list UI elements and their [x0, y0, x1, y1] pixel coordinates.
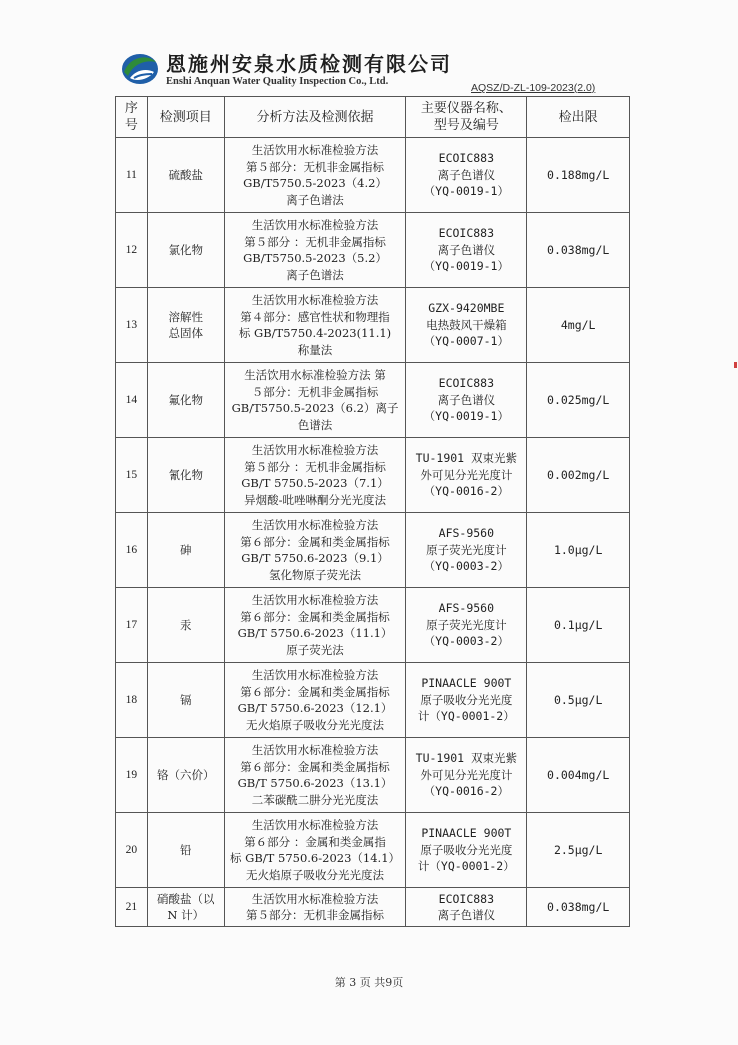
- cell-method: [224, 663, 406, 738]
- header-instrument: 主要仪器名称、 型号及编号: [406, 97, 527, 138]
- cell-instrument: [406, 513, 527, 588]
- instrument-line: （YQ-0003-2）: [423, 634, 509, 649]
- instrument-line: 原子吸收分光光度: [420, 692, 513, 707]
- cell-method: [224, 213, 406, 288]
- cell-no: 15: [116, 438, 148, 513]
- method-line: 无火焰原子吸收分光光度法: [246, 717, 385, 732]
- method-line: 异烟酸-吡唑啉酮分光光度法: [244, 492, 386, 507]
- instrument-line: 原子吸收分光光度: [420, 842, 513, 857]
- cell-no: 11: [116, 138, 148, 213]
- item-line: 氰化物: [168, 467, 204, 482]
- method-line: 第５部分 ：无机非金属指标: [244, 234, 386, 249]
- cell-item: [147, 513, 224, 588]
- page-number: 第 3 页 共9页: [334, 976, 404, 989]
- table-row: [116, 363, 630, 438]
- cell-limit: 0.002mg/L: [527, 438, 630, 513]
- cell-method: [224, 888, 406, 927]
- method-line: GB/T5750.5-2023（5.2）: [243, 251, 387, 265]
- instrument-line: （YQ-0016-2）: [423, 784, 509, 799]
- method-line: 生活饮用水标准检验方法: [251, 743, 379, 757]
- instrument-line: PINAACLE 900T: [421, 826, 512, 841]
- cell-method: [224, 288, 406, 363]
- cell-item: [147, 288, 224, 363]
- method-line: 标 GB/T5750.4-2023(11.1): [238, 326, 392, 340]
- method-line: 无火焰原子吸收分光光度法: [246, 867, 385, 882]
- table-header-row: [116, 97, 630, 138]
- instrument-line: 外可见分光光度计: [420, 467, 513, 482]
- cell-limit: 0.1μg/L: [527, 588, 630, 663]
- method-line: 第６部分：金属和类金属指标: [240, 534, 390, 549]
- method-line: 原子荧光法: [286, 642, 344, 657]
- method-line: 第５部分：无机非金属指标: [246, 908, 385, 922]
- cell-no: 17: [116, 588, 148, 663]
- cell-instrument: [406, 663, 527, 738]
- method-line: 生活饮用水标准检验方法: [251, 518, 379, 532]
- instrument-line: TU-1901 双束光紫: [415, 451, 518, 466]
- cell-limit: 0.038mg/L: [527, 888, 630, 927]
- cell-instrument: [406, 363, 527, 438]
- cell-limit: 0.025mg/L: [527, 363, 630, 438]
- table-row: [116, 588, 630, 663]
- item-line: 硝酸盐（以: [157, 891, 215, 906]
- method-line: 称量法: [297, 342, 333, 357]
- instrument-line: 离子色谱仪: [437, 167, 496, 182]
- header-item: 检测项目: [147, 97, 224, 138]
- header-limit: 检出限: [527, 97, 630, 138]
- cell-instrument: [406, 738, 527, 813]
- method-line: 二苯碳酰二肼分光光度法: [251, 792, 379, 807]
- instrument-line: 计（YQ-0001-2）: [417, 859, 515, 874]
- cell-limit: 4mg/L: [527, 288, 630, 363]
- table-row: [116, 738, 630, 813]
- cell-method: [224, 813, 406, 888]
- instrument-line: 离子色谱仪: [437, 908, 496, 922]
- instrument-line: AFS-9560: [438, 601, 495, 616]
- table-row: [116, 438, 630, 513]
- method-line: 第５部分 ：无机非金属指标: [244, 459, 386, 474]
- header-method: 分析方法及检测依据: [224, 97, 406, 138]
- cell-instrument: [406, 138, 527, 213]
- cell-instrument: [406, 288, 527, 363]
- table-row: [116, 813, 630, 888]
- instrument-line: （YQ-0007-1）: [423, 334, 509, 349]
- header-no: 序 号: [116, 97, 148, 138]
- company-name-cn: 恩施州安泉水质检测有限公司: [166, 52, 452, 76]
- instrument-line: AFS-9560: [438, 526, 495, 541]
- table-row: [116, 213, 630, 288]
- method-line: GB/T 5750.5-2023（7.1）: [241, 476, 389, 490]
- method-line: 离子色谱法: [286, 192, 344, 207]
- method-line: GB/T 5750.6-2023（13.1）: [237, 776, 393, 790]
- method-line: 生活饮用水标准检验方法: [251, 143, 379, 157]
- item-line: N 计）: [167, 908, 205, 922]
- table-row: [116, 138, 630, 213]
- method-line: 生活饮用水标准检验方法: [251, 443, 379, 457]
- method-line: 生活饮用水标准检验方法 第: [244, 368, 386, 382]
- item-line: 汞: [180, 617, 192, 632]
- method-line: 第５部分：无机非金属指标: [246, 159, 385, 174]
- cell-no: 21: [116, 888, 148, 927]
- cell-item: [147, 663, 224, 738]
- method-line: 氢化物原子荧光法: [269, 567, 362, 582]
- cell-no: 18: [116, 663, 148, 738]
- cell-no: 20: [116, 813, 148, 888]
- instrument-line: （YQ-0003-2）: [423, 559, 509, 574]
- instrument-line: 原子荧光光度计: [426, 617, 507, 632]
- instrument-line: 离子色谱仪: [437, 242, 496, 257]
- item-line: 砷: [180, 542, 192, 557]
- item-line: 硫酸盐: [168, 167, 204, 182]
- instrument-line: 原子荧光光度计: [426, 542, 507, 557]
- method-line: 生活饮用水标准检验方法: [251, 293, 379, 307]
- cell-instrument: [406, 438, 527, 513]
- cell-limit: 0.188mg/L: [527, 138, 630, 213]
- instrument-line: ECOIC883: [438, 891, 495, 906]
- cell-instrument: [406, 888, 527, 927]
- method-line: 第６部分：金属和类金属指标: [240, 609, 390, 624]
- method-line: 生活饮用水标准检验方法: [251, 593, 379, 607]
- method-line: 标 GB/T 5750.6-2023（14.1）: [230, 851, 401, 865]
- item-line: 铅: [180, 842, 192, 857]
- instrument-line: 电热鼓风干燥箱: [426, 317, 507, 332]
- cell-instrument: [406, 813, 527, 888]
- method-line: 第６部分：金属和类金属指标: [240, 684, 390, 699]
- cell-item: [147, 588, 224, 663]
- cell-method: [224, 363, 406, 438]
- method-line: GB/T 5750.6-2023（12.1）: [237, 701, 393, 715]
- instrument-line: 计（YQ-0001-2）: [417, 709, 515, 724]
- table-row: [116, 288, 630, 363]
- document-code: AQSZ/D-ZL-109-2023(2.0): [471, 82, 596, 94]
- cell-no: 12: [116, 213, 148, 288]
- method-line: 生活饮用水标准检验方法: [251, 218, 379, 232]
- instrument-line: GZX-9420MBE: [428, 301, 505, 316]
- table-row: [116, 513, 630, 588]
- edge-mark: [734, 362, 737, 368]
- cell-limit: 0.5μg/L: [527, 663, 630, 738]
- instrument-line: 外可见分光光度计: [420, 767, 513, 782]
- method-line: 离子色谱法: [286, 267, 344, 282]
- method-line: 生活饮用水标准检验方法: [251, 818, 379, 832]
- instrument-line: ECOIC883: [438, 376, 495, 391]
- method-line: ５部分：无机非金属指标: [251, 384, 379, 399]
- cell-method: [224, 588, 406, 663]
- company-logo-icon: [120, 50, 160, 86]
- cell-method: [224, 138, 406, 213]
- item-line: 铬（六价）: [157, 767, 215, 782]
- method-line: 色谱法: [297, 417, 333, 432]
- cell-no: 14: [116, 363, 148, 438]
- cell-method: [224, 738, 406, 813]
- item-line: 总固体: [168, 326, 204, 340]
- instrument-line: TU-1901 双束光紫: [415, 751, 518, 766]
- inspection-methods-table: [115, 96, 630, 927]
- cell-instrument: [406, 213, 527, 288]
- instrument-line: 离子色谱仪: [437, 392, 496, 407]
- item-line: 溶解性: [168, 309, 204, 324]
- cell-item: [147, 438, 224, 513]
- instrument-line: （YQ-0019-1）: [423, 409, 509, 424]
- method-line: GB/T 5750.6-2023（9.1）: [241, 551, 389, 565]
- cell-no: 13: [116, 288, 148, 363]
- cell-item: [147, 888, 224, 927]
- item-line: 氯化物: [168, 242, 204, 257]
- method-line: GB/T5750.5-2023（6.2）离子: [231, 401, 399, 415]
- method-line: GB/T 5750.6-2023（11.1）: [237, 626, 393, 640]
- instrument-line: （YQ-0019-1）: [423, 184, 509, 199]
- instrument-line: （YQ-0019-1）: [423, 259, 509, 274]
- item-line: 氟化物: [168, 392, 204, 407]
- cell-no: 16: [116, 513, 148, 588]
- table-body: [116, 138, 630, 927]
- cell-no: 19: [116, 738, 148, 813]
- instrument-line: （YQ-0016-2）: [423, 484, 509, 499]
- table-row: [116, 663, 630, 738]
- method-line: 第４部分：感官性状和物理指: [240, 309, 390, 324]
- instrument-line: PINAACLE 900T: [421, 676, 512, 691]
- company-name-en: Enshi Anquan Water Quality Inspection Co., Ltd.: [166, 76, 389, 87]
- method-line: 生活饮用水标准检验方法: [251, 891, 379, 906]
- cell-limit: 2.5μg/L: [527, 813, 630, 888]
- instrument-line: ECOIC883: [438, 151, 495, 166]
- method-line: GB/T5750.5-2023（4.2）: [243, 176, 387, 190]
- cell-item: [147, 813, 224, 888]
- cell-limit: 1.0μg/L: [527, 513, 630, 588]
- cell-item: [147, 363, 224, 438]
- cell-limit: 0.004mg/L: [527, 738, 630, 813]
- cell-item: [147, 138, 224, 213]
- cell-item: [147, 738, 224, 813]
- item-line: 镉: [180, 692, 192, 707]
- cell-instrument: [406, 588, 527, 663]
- cell-method: [224, 513, 406, 588]
- method-line: 第６部分 ：金属和类金属指: [244, 834, 386, 849]
- instrument-line: ECOIC883: [438, 226, 495, 241]
- cell-method: [224, 438, 406, 513]
- method-line: 生活饮用水标准检验方法: [251, 668, 379, 682]
- cell-limit: 0.038mg/L: [527, 213, 630, 288]
- table-row: [116, 888, 630, 927]
- cell-item: [147, 213, 224, 288]
- method-line: 第６部分：金属和类金属指标: [240, 759, 390, 774]
